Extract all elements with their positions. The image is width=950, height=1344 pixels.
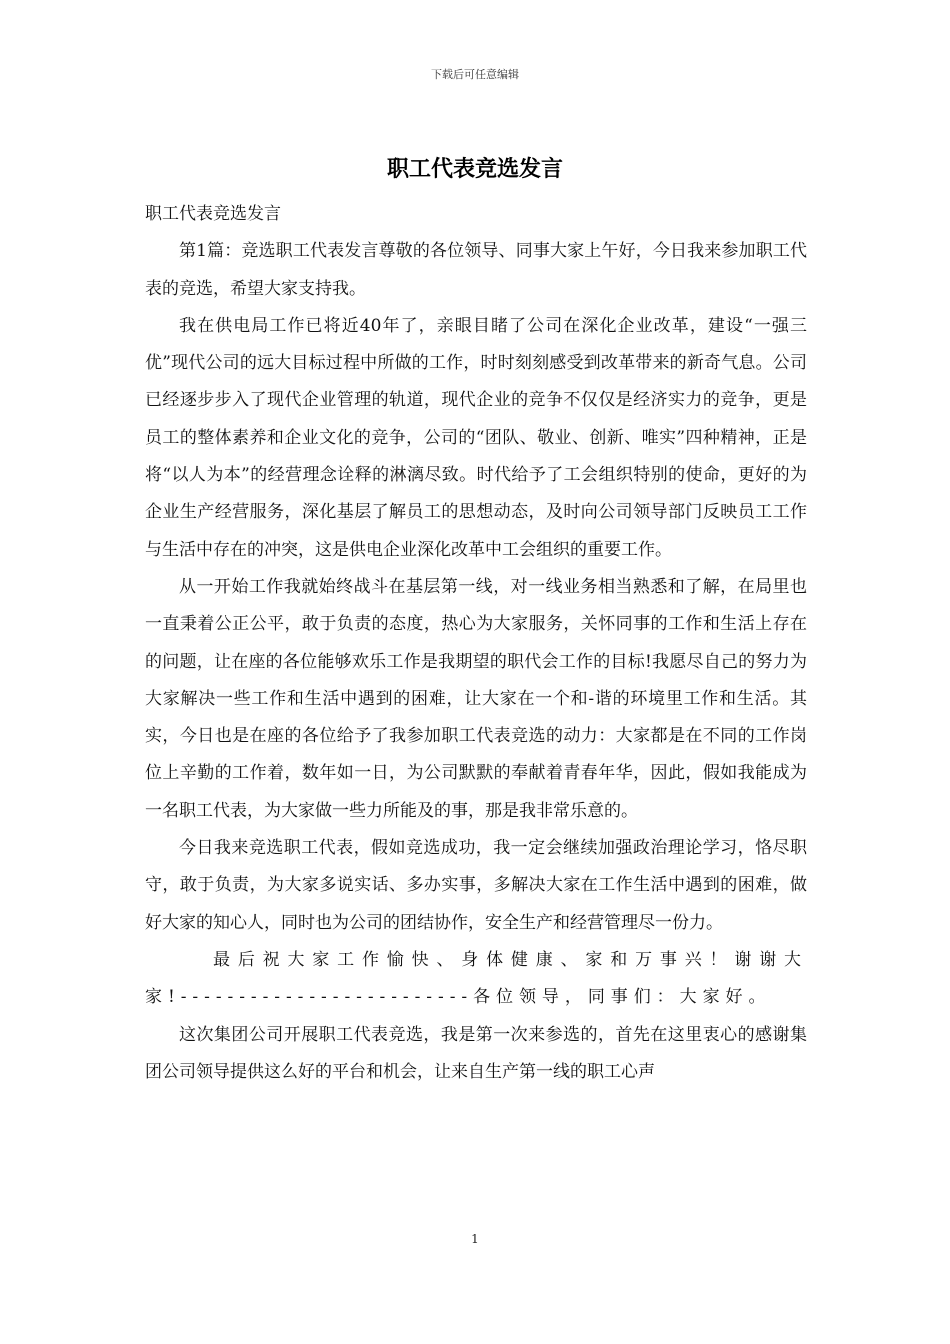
document-body [145, 196, 807, 1091]
header-note: 下载后可任意编辑 [431, 68, 519, 81]
subtitle-paragraph: 职工代表竞选发言 [145, 204, 281, 224]
paragraph-6: 这次集团公司开展职工代表竞选，我是第一次来参选的，首先在这里衷心的感谢集团公司领导提供这么好的平台和机会，让来自生产第一线的职工心声 [145, 1024, 807, 1082]
paragraph-1: 第1篇：竞选职工代表发言尊敬的各位领导、同事大家上午好，今日我来参加职工代表的竞选，希望大家支持我。 [145, 241, 807, 299]
document-title: 职工代表竞选发言 [386, 157, 563, 182]
paragraph-2: 我在供电局工作已将近40年了，亲眼目睹了公司在深化企业改革，建设“一强三优”现代公司的远大目标过程中所做的工作，时时刻刻感受到改革带来的新奇气息。公司已经逐步步入了现代企业管理的轨道，现代企业的竞争不仅仅是经济实力的竞争，更是员工的整体素养和企业文化的竞争，公司的“团队、敬业、创新、唯实”四种精神，正是将“以人为本”的经营理念诠释的淋漓尽致。时代给予了工会组织特别的使命，更好的为企业生产经营服务，深化基层了解员工的思想动态，及时向公司领导部门反映员工工作与生活中存在的冲突，这是供电企业深化改革中工会组织的重要工作。 [145, 315, 807, 560]
paragraph-5: 最后祝大家工作愉快、身体健康、家和万事兴！谢谢大家!-------------------------各位领导，同事们：大家好。 [145, 949, 807, 1008]
page-number: 1 [471, 1232, 479, 1246]
paragraph-4: 今日我来竞选职工代表，假如竞选成功，我一定会继续加强政治理论学习，恪尽职守，敢于负责，为大家多说实话、多办实事，多解决大家在工作生活中遇到的困难，做好大家的知心人，同时也为公司的团结协作，安全生产和经营管理尽一份力。 [145, 838, 807, 933]
paragraph-3: 从一开始工作我就始终战斗在基层第一线，对一线业务相当熟悉和了解，在局里也一直秉着公正公平，敢于负责的态度，热心为大家服务，关怀同事的工作和生活上存在的问题，让在座的各位能够欢乐工作是我期望的职代会工作的目标!我愿尽自己的努力为大家解决一些工作和生活中遇到的困难，让大家在一个和-谐的环境里工作和生活。其实，今日也是在座的各位给予了我参加职工代表竞选的动力：大家都是在不同的工作岗位上辛勤的工作着，数年如一日，为公司默默的奉献着青春年华，因此，假如我能成为一名职工代表，为大家做一些力所能及的事，那是我非常乐意的。 [145, 576, 807, 821]
